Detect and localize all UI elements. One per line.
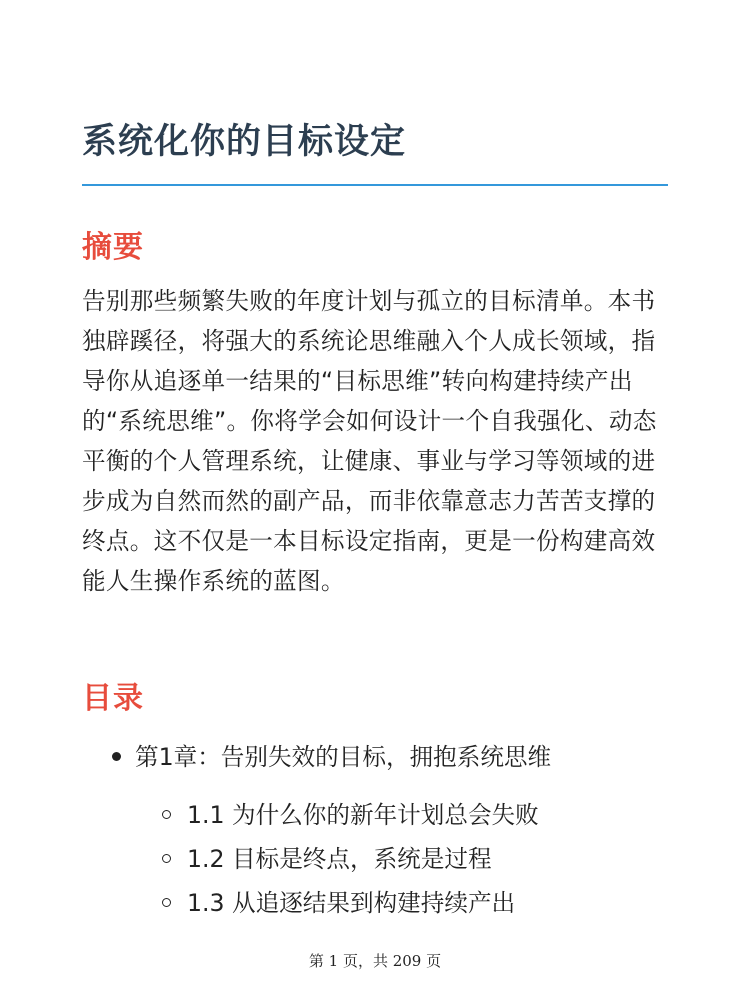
title-divider — [82, 184, 668, 186]
toc-section-label: 1.3 从追逐结果到构建持续产出 — [187, 889, 516, 917]
page-footer: 第 1 页，共 209 页 — [308, 952, 442, 970]
toc-section-label: 1.1 为什么你的新年计划总会失败 — [187, 801, 539, 829]
toc-heading: 目录 — [82, 681, 144, 716]
toc-chapter-label: 第1章：告别失效的目标，拥抱系统思维 — [135, 743, 552, 771]
bullet-ring-icon — [162, 898, 171, 907]
toc-section-1-1 — [162, 796, 539, 830]
toc-chapter-1 — [112, 738, 551, 772]
summary-heading: 摘要 — [82, 230, 144, 265]
summary-paragraph: 告别那些频繁失败的年度计划与孤立的目标清单。本书独辟蹊径，将强大的系统论思维融入个人成长领域，指导你从追逐单一结果的“目标思维”转向构建持续产出的“系统思维”。你将学会如何设计一个自我强化、动态平衡的个人管理系统，让健康、事业与学习等领域的进步成为自然而然的副产品，而非依靠意志力苦苦支撑的终点。这不仅是一本目标设定指南，更是一份构建高效能人生操作系统的蓝图。 — [82, 287, 657, 595]
toc-section-1-2 — [162, 840, 492, 874]
bullet-ring-icon — [162, 810, 171, 819]
toc-section-1-3 — [162, 884, 515, 918]
toc-section-label: 1.2 目标是终点，系统是过程 — [187, 845, 492, 873]
page-title: 系统化你的目标设定 — [82, 122, 407, 162]
bullet-ring-icon — [162, 854, 171, 863]
bullet-dot-icon — [112, 752, 121, 761]
